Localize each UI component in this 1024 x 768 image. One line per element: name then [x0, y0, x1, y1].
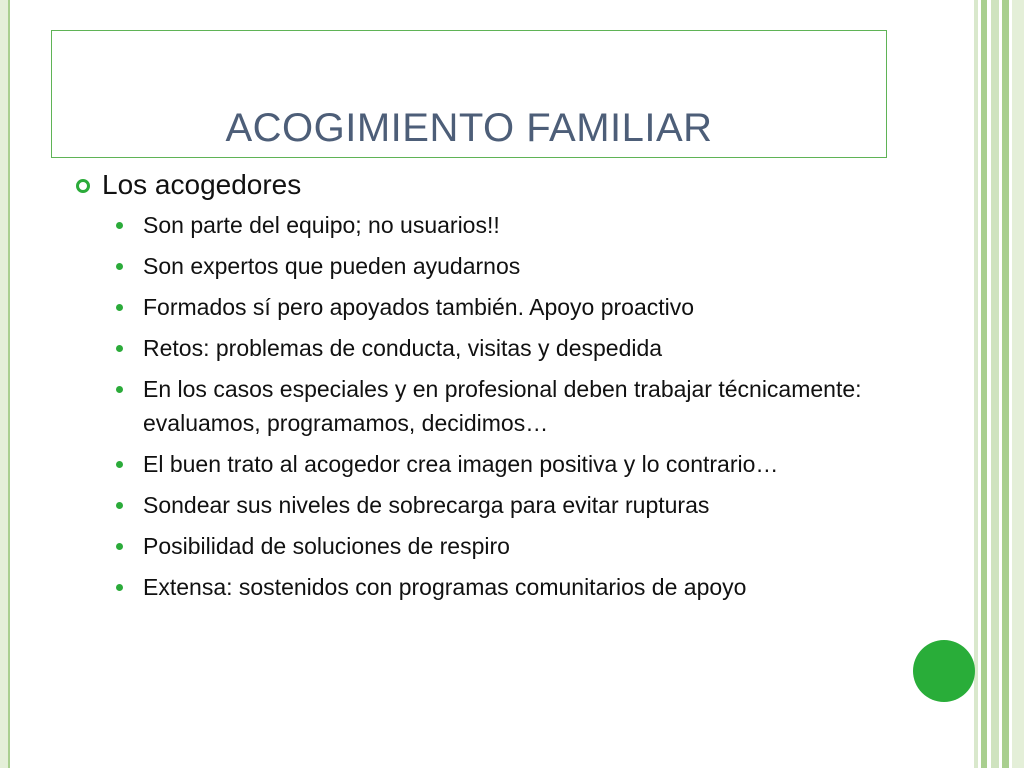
list-item-text: Son parte del equipo; no usuarios!!	[143, 212, 500, 238]
right-stripe	[1012, 0, 1024, 768]
right-stripe	[991, 0, 999, 768]
dot-bullet-icon	[116, 461, 123, 468]
dot-bullet-icon	[116, 584, 123, 591]
list-item	[70, 529, 870, 563]
heading-bullet	[70, 168, 870, 202]
dot-bullet-icon	[116, 543, 123, 550]
dot-bullet-icon	[116, 304, 123, 311]
list-item	[70, 447, 870, 481]
list-item-text: El buen trato al acogedor crea imagen positiva y lo contrario…	[143, 451, 779, 477]
heading-text: Los acogedores	[102, 169, 302, 200]
list-item	[70, 372, 870, 440]
green-circle-decoration	[913, 640, 975, 702]
left-decor-bar	[0, 0, 8, 768]
list-item-text: Son expertos que pueden ayudarnos	[143, 253, 521, 279]
list-item	[70, 249, 870, 283]
dot-bullet-icon	[116, 386, 123, 393]
dot-bullet-icon	[116, 502, 123, 509]
left-decor-line	[8, 0, 10, 768]
ring-bullet-icon	[76, 179, 90, 193]
list-item-text: Posibilidad de soluciones de respiro	[143, 533, 510, 559]
list-item-text: Formados sí pero apoyados también. Apoyo proactivo	[143, 294, 695, 320]
list-item	[70, 331, 870, 365]
title-frame	[51, 30, 887, 158]
dot-bullet-icon	[116, 222, 123, 229]
list-item-text: Retos: problemas de conducta, visitas y despedida	[143, 335, 663, 361]
list-item-text: Extensa: sostenidos con programas comunitarios de apoyo	[143, 574, 747, 600]
slide-body	[70, 168, 870, 611]
right-stripe	[1002, 0, 1009, 768]
right-decor-stripes	[974, 0, 1024, 768]
bullet-list	[70, 208, 870, 604]
dot-bullet-icon	[116, 345, 123, 352]
list-item-text: En los casos especiales y en profesional deben trabajar técnicamente: evaluamos, programamos, decidimos…	[143, 376, 862, 436]
slide-title: ACOGIMIENTO FAMILIAR	[225, 106, 713, 150]
list-item	[70, 208, 870, 242]
list-item	[70, 488, 870, 522]
list-item	[70, 290, 870, 324]
list-item-text: Sondear sus niveles de sobrecarga para evitar rupturas	[143, 492, 710, 518]
dot-bullet-icon	[116, 263, 123, 270]
list-item	[70, 570, 870, 604]
